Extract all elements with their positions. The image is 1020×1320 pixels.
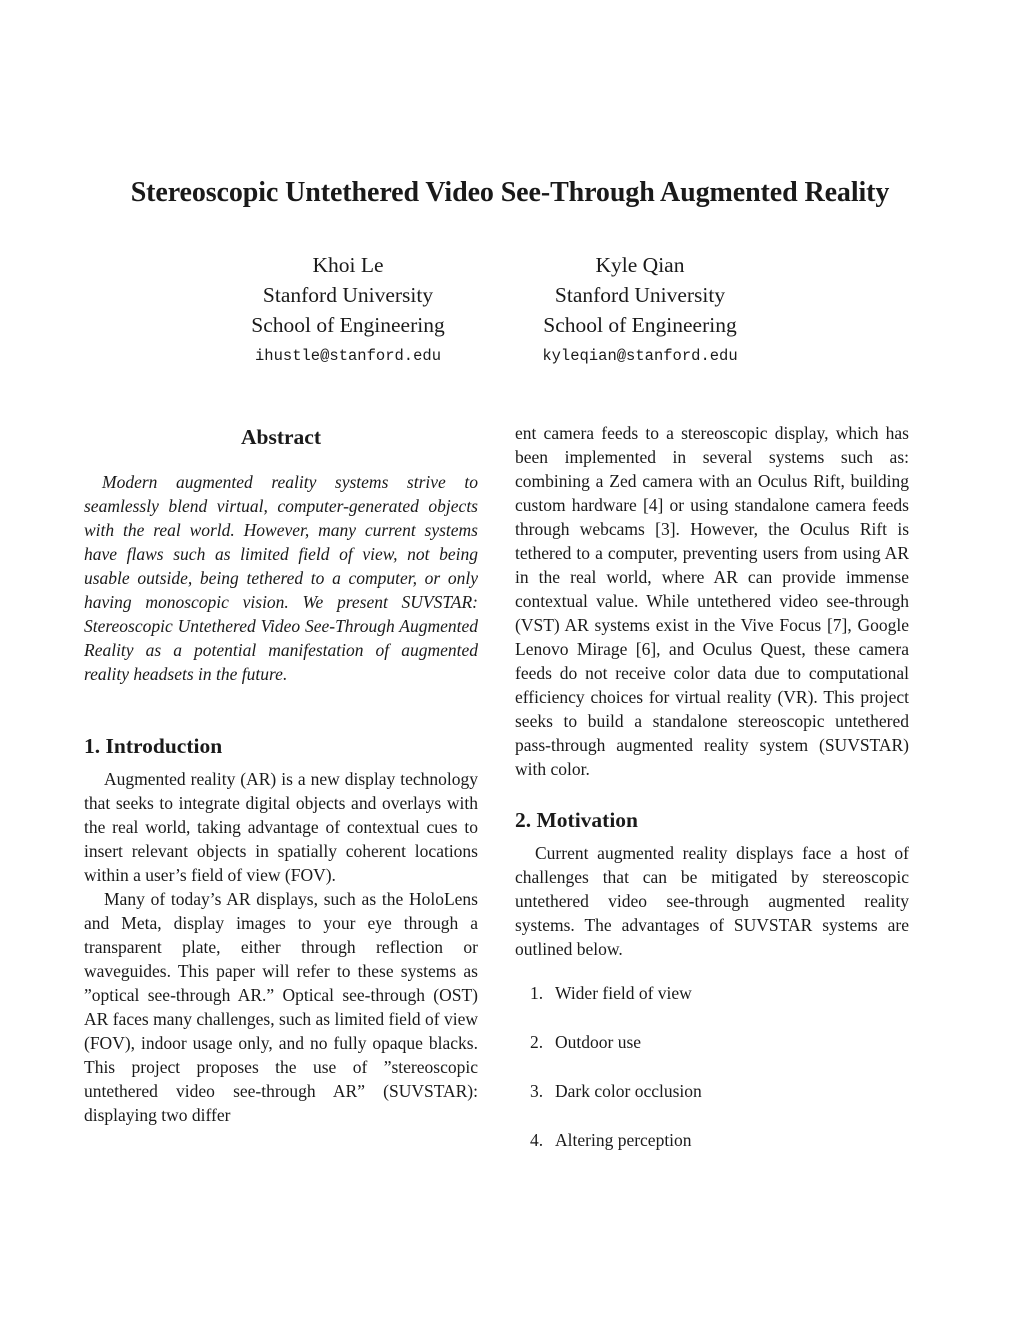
- abstract-heading: Abstract: [240, 425, 321, 449]
- abstract-text: Modern augmented reality systems strive to seamlessly blend virtual, computer-generated objects with the real world. However, many current systems have flaws such as limited field of view, not being usable outside, being tethered to a computer, or only having monoscopic vision. We present SUVSTAR: Stereoscopic Untethered Video See-Through Augmented Reality as a potential manifestation of augmented reality headsets in the future.: [84, 472, 478, 684]
- author-affiliation: Stanford University: [554, 283, 726, 307]
- introduction-paragraph-2: Many of today’s AR displays, such as the HoloLens and Meta, display images to your eye through a transparent plate, either through reflection or waveguides. This paper will refer to these systems as ”optical see-through AR.” Optical see-through (OST) AR faces many challenges, such as limited field of view (FOV), indoor usage only, and no fully opaque blacks. This project proposes the use of ”stereoscopic untethered video see-through AR” (SUVSTAR): displaying two differ: [84, 889, 478, 1125]
- author-name: Khoi Le: [312, 253, 384, 277]
- motivation-heading: 2. Motivation: [515, 808, 639, 832]
- list-item: [515, 1030, 909, 1054]
- author-department: School of Engineering: [543, 313, 737, 337]
- right-column: [515, 420, 909, 1177]
- left-column: [84, 420, 478, 1127]
- introduction-heading: 1. Introduction: [84, 734, 223, 758]
- list-item: [515, 1128, 909, 1152]
- list-item-text: Altering perception: [555, 1130, 692, 1150]
- author-name: Kyle Qian: [595, 253, 685, 277]
- advantages-list: [515, 981, 909, 1152]
- author-email[interactable]: kyleqian@stanford.edu: [542, 347, 738, 365]
- introduction-paragraph-1: Augmented reality (AR) is a new display technology that seeks to integrate digital objects and overlays with the real world, taking advantage of contextual cues to insert relevant objects in spatially coherent locations within a user’s field of view (FOV).: [84, 769, 478, 885]
- paper-title: Stereoscopic Untethered Video See-Through Augmented Reality: [130, 177, 890, 208]
- author-affiliation: Stanford University: [262, 283, 434, 307]
- list-item: [515, 981, 909, 1005]
- list-item-text: Wider field of view: [555, 983, 692, 1003]
- list-item-number: 4.: [530, 1130, 544, 1150]
- author-department: School of Engineering: [251, 313, 445, 337]
- motivation-paragraph: Current augmented reality displays face a host of challenges that can be mitigated by stereoscopic untethered video see-through augmented reality systems. The advantages of SUVSTAR systems are outlined below.: [515, 843, 909, 959]
- author-email[interactable]: ihustle@stanford.edu: [254, 347, 442, 365]
- list-item-text: Dark color occlusion: [555, 1081, 702, 1101]
- list-item-number: 3.: [530, 1081, 544, 1101]
- list-item-number: 2.: [530, 1032, 544, 1052]
- list-item-number: 1.: [530, 983, 544, 1003]
- author-block-2: [490, 250, 790, 367]
- introduction-paragraph-2-continued: ent camera feeds to a stereoscopic display, which has been implemented in several systems such as: combining a Zed camera with an Oculus Rift, building custom hardware [4] or using standalone camera feeds through webcams [3]. However, the Oculus Rift is tethered to a computer, preventing users from using AR in the real world, where AR can provide immense contextual value. While untethered video see-through (VST) AR systems exist in the Vive Focus [7], Google Lenovo Mirage [6], and Oculus Quest, these camera feeds do not receive color data due to computational efficiency choices for virtual reality (VR). This project seeks to build a standalone stereoscopic untethered pass-through augmented reality system (SUVSTAR) with color.: [515, 423, 909, 779]
- list-item-text: Outdoor use: [555, 1032, 642, 1052]
- list-item: [515, 1079, 909, 1103]
- author-block-1: [198, 250, 498, 367]
